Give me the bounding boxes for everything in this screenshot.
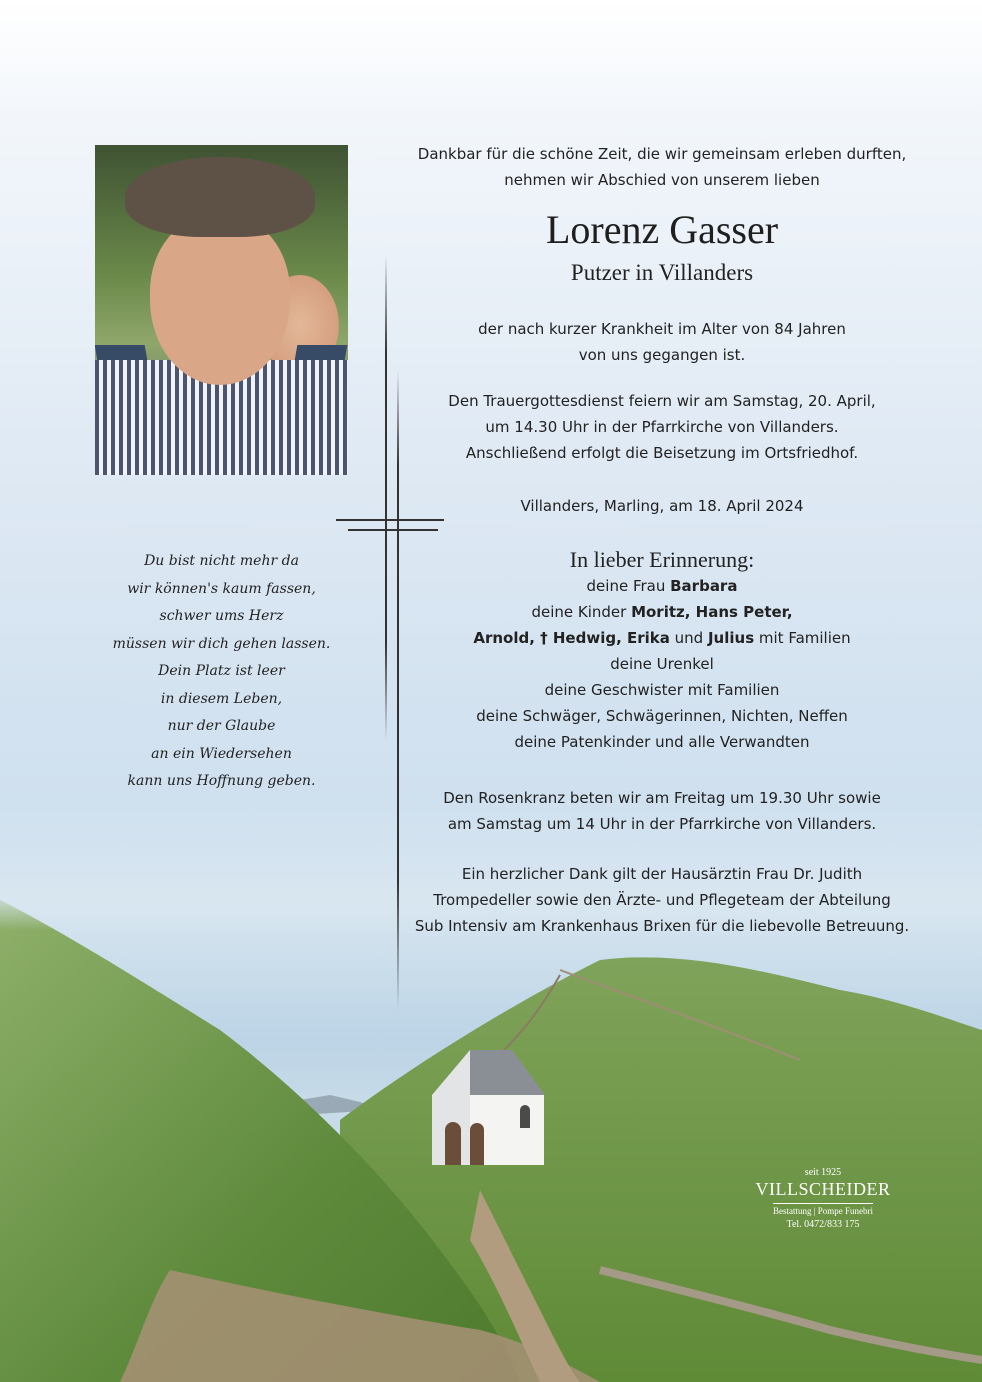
memory-children: deine Kinder Moritz, Hans Peter, (531, 603, 793, 621)
memory-godchildren: deine Patenkinder und alle Verwandten (514, 733, 810, 751)
poem-line: schwer ums Herz (159, 608, 284, 624)
death-line-2: von uns gegangen ist. (578, 346, 746, 364)
intro-line-2: nehmen wir Abschied von unserem lieben (504, 171, 820, 189)
rosary-notice (400, 785, 924, 837)
memory-great-grandchildren: deine Urenkel (610, 655, 714, 673)
deceased-subtitle: Putzer in Villanders (570, 260, 754, 285)
memory-children-2: Arnold, † Hedwig, Erika und Julius mit Familien (473, 629, 851, 647)
alpine-landscape-image (0, 890, 982, 1382)
poem-line: Dein Platz ist leer (158, 663, 285, 679)
service-line-2: um 14.30 Uhr in der Pfarrkirche von Villanders. (485, 418, 839, 436)
cross-vertical-line (385, 255, 387, 740)
poem-line: an ein Wiedersehen (151, 745, 292, 762)
memory-wife: deine Frau Barbara (586, 577, 738, 595)
thanks-line-2: Trompedeller sowie den Ärzte- und Pflegeteam der Abteilung (433, 891, 891, 909)
service-line-1: Den Trauergottesdienst feiern wir am Samstag, 20. April, (448, 392, 876, 410)
service-notice (400, 388, 924, 466)
intro-text (400, 141, 924, 193)
poem-line: müssen wir dich gehen lassen. (112, 635, 331, 652)
service-line-3: Anschließend erfolgt die Beisetzung im Ortsfriedhof. (465, 444, 859, 462)
cross-horizontal-line (336, 519, 444, 521)
memory-heading: In lieber Erinnerung: (569, 547, 755, 572)
rosary-line-2: am Samstag um 14 Uhr in der Pfarrkirche von Villanders. (447, 815, 877, 833)
poem-line: kann uns Hoffnung geben. (127, 773, 316, 789)
poem-line: in diesem Leben, (160, 690, 283, 707)
logo-tagline: Bestattung | Pompe Funebri (773, 1203, 873, 1217)
memory-siblings: deine Geschwister mit Familien (544, 681, 780, 699)
funeral-home-logo (748, 1167, 898, 1232)
deceased-name: Lorenz Gasser (545, 207, 779, 252)
cross-vertical-line-2 (397, 370, 399, 1010)
memory-section (400, 547, 924, 755)
death-line-1: der nach kurzer Krankheit im Alter von 84 Jahren (478, 320, 846, 338)
logo-since: seit 1925 (804, 1167, 842, 1178)
death-notice (400, 316, 924, 368)
portrait-photo (95, 145, 348, 475)
thanks-line-1: Ein herzlicher Dank gilt der Hausärztin Frau Dr. Judith (461, 865, 863, 883)
memory-inlaws: deine Schwäger, Schwägerinnen, Nichten, Neffen (476, 707, 848, 725)
poem-line: nur der Glaube (167, 718, 276, 734)
cross-horizontal-line-2 (348, 529, 438, 531)
logo-tel: Tel. 0472/833 175 (786, 1219, 860, 1230)
intro-line-1: Dankbar für die schöne Zeit, die wir gemeinsam erleben durften, (417, 145, 907, 163)
poem (95, 548, 348, 796)
rosary-line-1: Den Rosenkranz beten wir am Freitag um 19.30 Uhr sowie (443, 789, 881, 807)
poem-line: wir können's kaum fassen, (127, 580, 316, 597)
thanks-line-3: Sub Intensiv am Krankenhaus Brixen für die liebevolle Betreuung. (414, 917, 910, 935)
thanks-notice (400, 861, 924, 939)
place-date: Villanders, Marling, am 18. April 2024 (520, 497, 804, 515)
poem-line: Du bist nicht mehr da (144, 553, 299, 569)
logo-brand: VILLSCHEIDER (755, 1179, 891, 1199)
